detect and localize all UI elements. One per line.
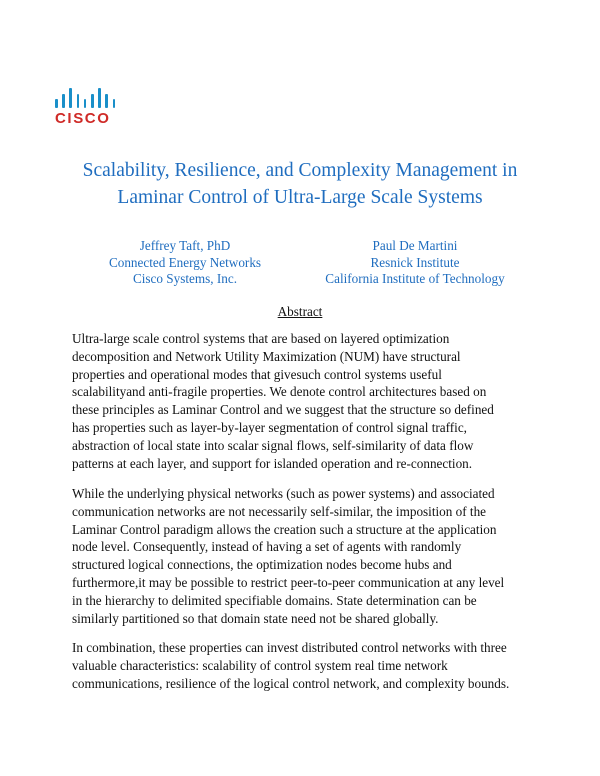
text-line: Laminar Control paradigm allows the creation such a structure at the application	[72, 521, 497, 537]
text-line: node level. Consequently, instead of having a set of agents with randomly	[72, 539, 462, 555]
text-line: In combination, these properties can invest distributed control networks with three	[72, 640, 507, 655]
logo-bar	[55, 99, 58, 108]
logo-bar	[113, 99, 116, 108]
text-line: Ultra-large scale control systems that are based on layered optimization	[72, 331, 450, 346]
paper-title	[40, 157, 560, 211]
text-line: furthermore,it may be possible to restrict peer-to-peer communication at any level	[72, 574, 505, 590]
author-name: Jeffrey Taft, PhD	[139, 238, 231, 253]
author-2	[310, 238, 520, 288]
author-affiliation: Connected Energy Networks	[108, 254, 262, 270]
author-affiliation: California Institute of Technology	[325, 271, 505, 286]
logo-bar	[62, 94, 65, 108]
text-line: valuable characteristics: scalability of control system real time network	[72, 657, 448, 673]
cisco-logo-wordmark: CISCO	[55, 110, 111, 127]
logo-bar	[98, 88, 101, 108]
cisco-logo-bars-icon	[54, 88, 120, 108]
text-line: properties and operational modes that givesuch control systems useful	[72, 366, 442, 382]
paper-title-line: Scalability, Resilience, and Complexity Management in	[82, 160, 518, 181]
abstract-paragraph-3	[72, 639, 532, 692]
abstract-heading: Abstract	[277, 304, 323, 319]
logo-bar	[69, 88, 72, 108]
text-line: abstraction of local state into scalar signal flows, self-similarity of data flow	[72, 437, 474, 453]
author-affiliation: Cisco Systems, Inc.	[132, 271, 238, 286]
paper-title-line: Laminar Control of Ultra-Large Scale Systems	[117, 187, 483, 208]
text-line: has properties such as layer-by-layer segmentation of control signal traffic,	[72, 419, 467, 435]
author-name: Paul De Martini	[372, 238, 458, 253]
logo-bar	[105, 94, 108, 108]
author-affiliation: Resnick Institute	[370, 254, 460, 270]
text-line: patterns at each layer, and support for islanded operation and re-connection.	[72, 455, 473, 471]
logo-bar	[84, 99, 87, 108]
text-line: in the hierarchy to delimited specifiable domains. State determination can be	[72, 592, 477, 608]
text-line: communication networks are not necessarily self-similar, the imposition of the	[72, 503, 487, 519]
abstract-paragraph-2	[72, 485, 532, 627]
cisco-logo	[54, 88, 120, 130]
abstract-paragraph-1	[72, 330, 532, 472]
text-line: these principles as Laminar Control and we suggest that the structure so defined	[72, 402, 494, 418]
text-line: structured logical connections, the optimization nodes become hubs and	[72, 557, 452, 573]
text-line: While the underlying physical networks (such as power systems) and associated	[72, 486, 495, 501]
logo-bar	[91, 94, 94, 108]
text-line: communications, resilience of the logical control network, and complexity bounds.	[72, 675, 510, 691]
text-line: similarly partitioned so that domain state need not be shared globally.	[72, 610, 439, 626]
author-block	[0, 238, 600, 298]
logo-bar	[77, 94, 80, 108]
text-line: scalabilityand anti-fragile properties. We denote control architectures based on	[72, 384, 487, 400]
text-line: decomposition and Network Utility Maximization (NUM) have structural	[72, 348, 461, 364]
author-1	[80, 238, 290, 288]
